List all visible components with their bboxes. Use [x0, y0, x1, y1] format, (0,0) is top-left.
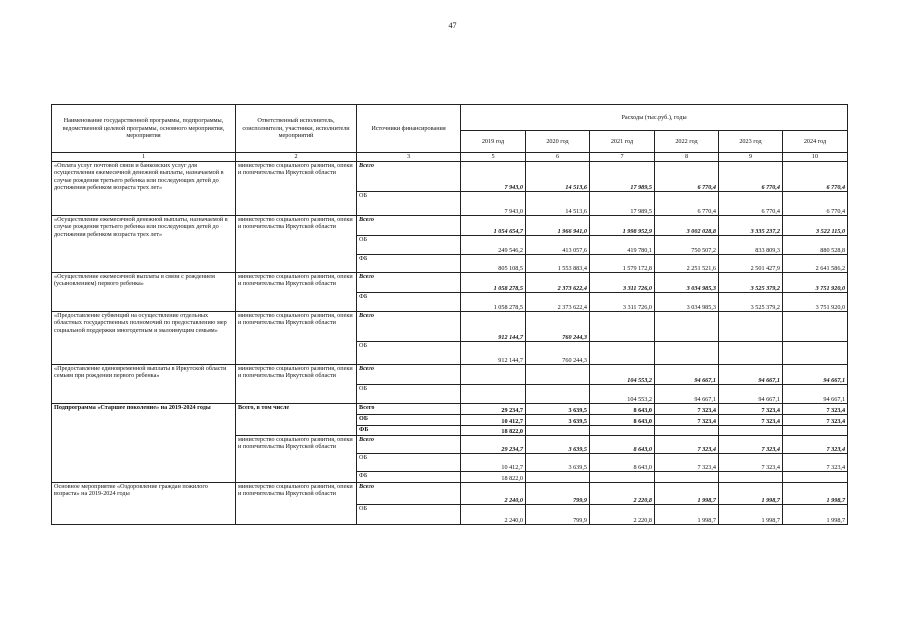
value-cell: 1 998,7 [719, 483, 783, 505]
value-cell: 1 966 941,0 [526, 216, 590, 236]
funding-source: ОБ [357, 192, 461, 216]
funding-source: ФБ [357, 426, 461, 436]
value-cell: 1 553 883,4 [526, 255, 590, 273]
table-row [52, 483, 848, 505]
value-cell: 3 751 920,0 [783, 293, 848, 312]
index-cell: 9 [719, 153, 783, 162]
table-row [52, 404, 848, 415]
header-year: 2023 год [719, 131, 783, 153]
header-funding-source: Источники финансирования [357, 105, 461, 153]
value-cell: 6 770,4 [783, 192, 848, 216]
funding-source: Всего [357, 436, 461, 454]
value-cell [590, 312, 655, 342]
value-cell: 8 643,0 [590, 436, 655, 454]
expenses-table-container [51, 104, 847, 525]
value-cell [655, 472, 719, 483]
value-cell: 7 323,4 [719, 404, 783, 415]
funding-source: Всего [357, 312, 461, 342]
value-cell [655, 342, 719, 365]
value-cell [783, 342, 848, 365]
index-cell: 2 [236, 153, 357, 162]
value-cell: 94 667,1 [783, 385, 848, 404]
value-cell: 413 057,6 [526, 236, 590, 255]
value-cell [783, 426, 848, 436]
value-cell: 6 770,4 [655, 192, 719, 216]
value-cell: 7 323,4 [783, 404, 848, 415]
value-cell: 7 323,4 [783, 436, 848, 454]
value-cell [526, 365, 590, 385]
expenses-table [51, 104, 848, 525]
value-cell: 17 989,5 [590, 162, 655, 192]
subprogram-name: Подпрограмма «Старшее поколение» на 2019-2024 годы [52, 404, 236, 483]
index-cell: 7 [590, 153, 655, 162]
header-executor: Ответственный исполнитель, соисполнители, участники, исполнители мероприятий [236, 105, 357, 153]
funding-source: Всего [357, 483, 461, 505]
value-cell: 17 989,5 [590, 192, 655, 216]
value-cell: 880 528,8 [783, 236, 848, 255]
value-cell: 7 323,4 [655, 415, 719, 426]
header-program-name: Наименование государственной программы, подпрограммы, ведомственной целевой программы, основного мероприятия, мероприятия [52, 105, 236, 153]
value-cell [526, 472, 590, 483]
measure-name: «Предоставление единовременной выплаты в Иркутской области семьям при рождении первого ребенка» [52, 365, 236, 404]
value-cell: 912 144,7 [461, 342, 526, 365]
value-cell: 2 240,0 [461, 483, 526, 505]
funding-source: ОБ [357, 236, 461, 255]
value-cell: 3 639,5 [526, 436, 590, 454]
value-cell: 2 251 521,6 [655, 255, 719, 273]
index-cell: 6 [526, 153, 590, 162]
executor: министерство социального развития, опеки и попечительства Иркутской области [236, 365, 357, 404]
value-cell: 1 998 952,9 [590, 216, 655, 236]
value-cell: 799,9 [526, 505, 590, 525]
value-cell: 1 998,7 [655, 483, 719, 505]
value-cell: 8 643,0 [590, 404, 655, 415]
funding-source: ФБ [357, 472, 461, 483]
measure-name: «Осуществление ежемесячной денежной выплаты, назначаемой в случае рождения третьего ребенка или последующих детей до достижения ребенком возраста трех лет» [52, 216, 236, 273]
value-cell [461, 385, 526, 404]
value-cell: 7 323,4 [719, 436, 783, 454]
value-cell [719, 472, 783, 483]
value-cell: 7 323,4 [655, 404, 719, 415]
value-cell: 2 373 622,4 [526, 273, 590, 293]
value-cell: 7 943,0 [461, 162, 526, 192]
executor: министерство социального развития, опеки и попечительства Иркутской области [236, 162, 357, 216]
value-cell: 18 822,0 [461, 472, 526, 483]
value-cell: 3 311 726,0 [590, 273, 655, 293]
index-cell: 8 [655, 153, 719, 162]
header-year: 2019 год [461, 131, 526, 153]
value-cell: 14 513,6 [526, 192, 590, 216]
index-cell: 3 [357, 153, 461, 162]
value-cell [719, 342, 783, 365]
value-cell [590, 426, 655, 436]
funding-source: ФБ [357, 293, 461, 312]
value-cell: 2 501 427,9 [719, 255, 783, 273]
executor: министерство социального развития, опеки и попечительства Иркутской области [236, 273, 357, 312]
table-row [52, 365, 848, 385]
value-cell: 7 943,0 [461, 192, 526, 216]
executor: министерство социального развития, опеки и попечительства Иркутской области [236, 312, 357, 365]
funding-source: ОБ [357, 415, 461, 426]
value-cell: 249 546,2 [461, 236, 526, 255]
table-row [52, 273, 848, 293]
value-cell: 29 234,7 [461, 436, 526, 454]
value-cell: 104 553,2 [590, 385, 655, 404]
value-cell: 1 579 172,8 [590, 255, 655, 273]
value-cell: 2 373 622,4 [526, 293, 590, 312]
value-cell: 3 002 028,8 [655, 216, 719, 236]
value-cell [719, 426, 783, 436]
value-cell: 3 522 115,0 [783, 216, 848, 236]
value-cell: 799,9 [526, 483, 590, 505]
value-cell [590, 472, 655, 483]
value-cell: 3 751 920,0 [783, 273, 848, 293]
value-cell: 7 323,4 [783, 454, 848, 472]
value-cell [719, 312, 783, 342]
value-cell: 1 998,7 [655, 505, 719, 525]
value-cell: 7 323,4 [719, 454, 783, 472]
value-cell [526, 385, 590, 404]
executor-total: Всего, в том числе [236, 404, 357, 436]
value-cell: 18 822,0 [461, 426, 526, 436]
value-cell: 3 525 379,2 [719, 273, 783, 293]
funding-source: ОБ [357, 505, 461, 525]
value-cell: 8 643,0 [590, 415, 655, 426]
value-cell: 6 770,4 [719, 162, 783, 192]
value-cell: 1 998,7 [719, 505, 783, 525]
value-cell [655, 312, 719, 342]
executor: министерство социального развития, опеки и попечительства Иркутской области [236, 216, 357, 273]
funding-source: Всего [357, 273, 461, 293]
funding-source: ФБ [357, 255, 461, 273]
value-cell: 750 507,2 [655, 236, 719, 255]
index-cell: 5 [461, 153, 526, 162]
index-cell: 10 [783, 153, 848, 162]
value-cell: 1 998,7 [783, 505, 848, 525]
value-cell: 94 667,1 [719, 385, 783, 404]
page-number: 47 [448, 21, 457, 30]
value-cell: 94 667,1 [655, 385, 719, 404]
value-cell: 3 311 726,0 [590, 293, 655, 312]
executor: министерство социального развития, опеки и попечительства Иркутской области [236, 483, 357, 525]
value-cell: 94 667,1 [783, 365, 848, 385]
value-cell [461, 365, 526, 385]
value-cell [655, 426, 719, 436]
funding-source: ОБ [357, 342, 461, 365]
value-cell [783, 472, 848, 483]
value-cell: 833 809,3 [719, 236, 783, 255]
table-row [52, 312, 848, 342]
index-row [52, 153, 848, 162]
value-cell: 7 323,4 [719, 415, 783, 426]
value-cell: 1 998,7 [783, 483, 848, 505]
header-year: 2024 год [783, 131, 848, 153]
value-cell: 3 639,5 [526, 404, 590, 415]
funding-source: Всего [357, 365, 461, 385]
value-cell: 10 412,7 [461, 454, 526, 472]
value-cell: 7 323,4 [655, 454, 719, 472]
header-year: 2021 год [590, 131, 655, 153]
value-cell: 94 667,1 [655, 365, 719, 385]
value-cell: 3 639,5 [526, 415, 590, 426]
value-cell: 1 054 654,7 [461, 216, 526, 236]
header-year: 2020 год [526, 131, 590, 153]
value-cell: 760 244,3 [526, 342, 590, 365]
value-cell: 419 780,1 [590, 236, 655, 255]
value-cell [783, 312, 848, 342]
value-cell: 3 639,5 [526, 454, 590, 472]
value-cell: 3 034 985,3 [655, 273, 719, 293]
index-cell: 1 [52, 153, 236, 162]
value-cell: 14 513,6 [526, 162, 590, 192]
header-expenses: Расходы (тыс.руб.), годы [461, 105, 848, 131]
measure-name: Основное мероприятие «Оздоровление граждан пожилого возраста» на 2019-2024 годы [52, 483, 236, 525]
value-cell: 3 034 985,3 [655, 293, 719, 312]
value-cell: 912 144,7 [461, 312, 526, 342]
value-cell: 6 770,4 [655, 162, 719, 192]
value-cell: 3 335 237,2 [719, 216, 783, 236]
table-row [52, 216, 848, 236]
value-cell: 760 244,3 [526, 312, 590, 342]
funding-source: ОБ [357, 454, 461, 472]
value-cell: 1 058 278,5 [461, 293, 526, 312]
value-cell: 3 525 379,2 [719, 293, 783, 312]
value-cell: 2 641 586,2 [783, 255, 848, 273]
value-cell: 7 323,4 [655, 436, 719, 454]
value-cell: 805 108,5 [461, 255, 526, 273]
value-cell: 2 220,8 [590, 483, 655, 505]
header-year: 2022 год [655, 131, 719, 153]
measure-name: «Осуществление ежемесячной выплаты в связи с рождением (усыновлением) первого ребенка» [52, 273, 236, 312]
value-cell: 94 667,1 [719, 365, 783, 385]
value-cell: 6 770,4 [783, 162, 848, 192]
value-cell: 29 234,7 [461, 404, 526, 415]
funding-source: Всего [357, 216, 461, 236]
value-cell [590, 342, 655, 365]
measure-name: «Оплата услуг почтовой связи и банковских услуг для осуществления ежемесячной денежной выплаты, назначаемой в случае рождения третьего ребенка или последующих детей до достижения ребенком возраста трех лет» [52, 162, 236, 216]
table-row [52, 162, 848, 192]
value-cell: 10 412,7 [461, 415, 526, 426]
value-cell: 6 770,4 [719, 192, 783, 216]
value-cell: 8 643,0 [590, 454, 655, 472]
value-cell: 104 553,2 [590, 365, 655, 385]
funding-source: Всего [357, 404, 461, 415]
value-cell: 2 240,0 [461, 505, 526, 525]
value-cell: 7 323,4 [783, 415, 848, 426]
value-cell: 1 058 278,5 [461, 273, 526, 293]
executor: министерство социального развития, опеки и попечительства Иркутской области [236, 436, 357, 483]
value-cell [526, 426, 590, 436]
measure-name: «Предоставление субвенций на осуществление отдельных областных государственных полномочий по предоставлению мер социальной поддержки многодетным и малоимущим семьям» [52, 312, 236, 365]
table-body [52, 162, 848, 525]
funding-source: ОБ [357, 385, 461, 404]
value-cell: 2 220,8 [590, 505, 655, 525]
funding-source: Всего [357, 162, 461, 192]
